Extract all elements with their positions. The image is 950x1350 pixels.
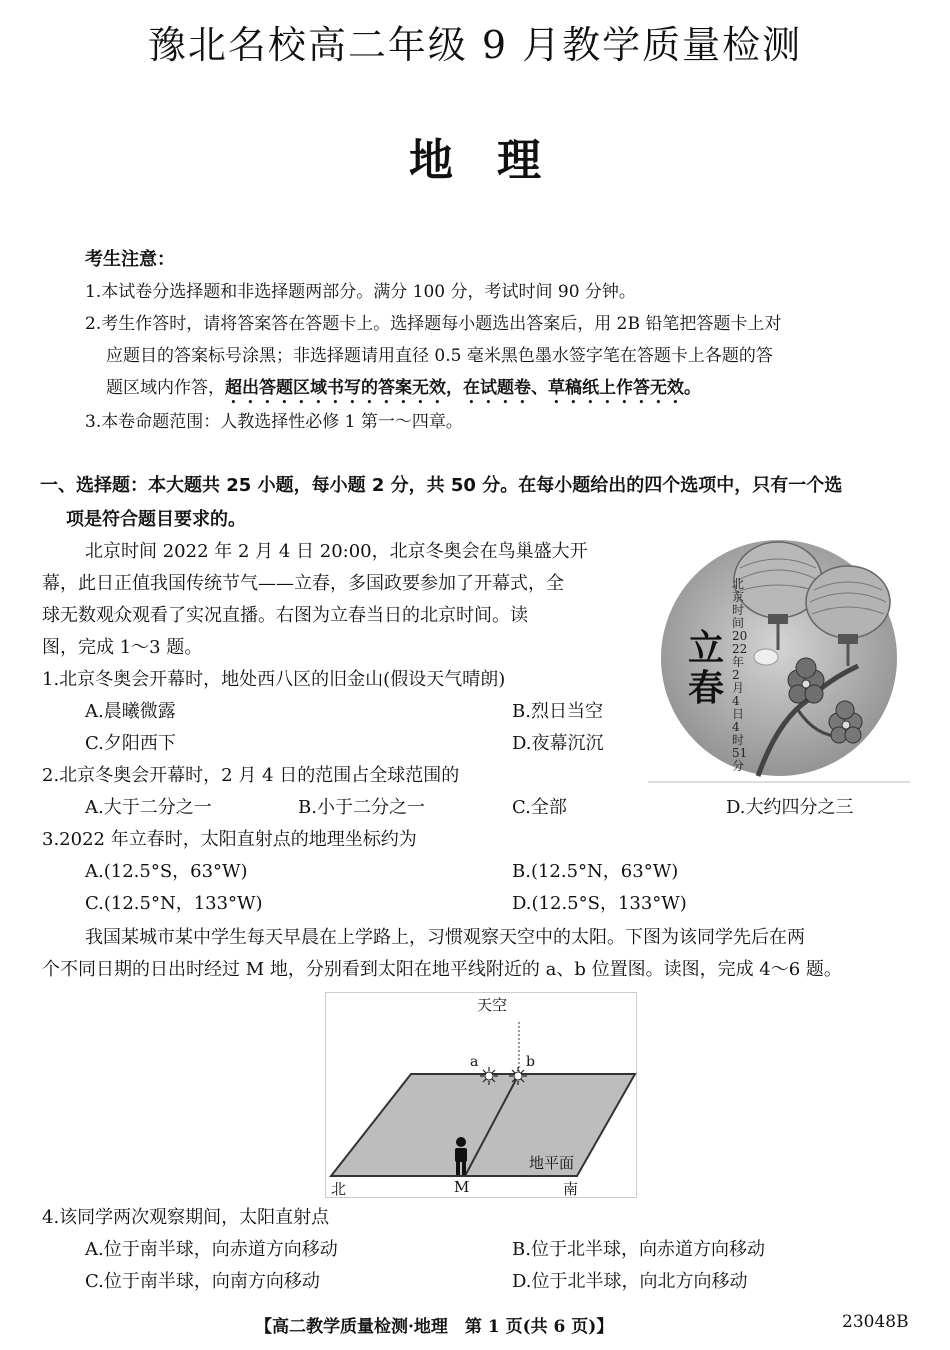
label-m: M [454,1178,470,1196]
footer-code: 23048B [842,1312,909,1332]
lichun-figure [648,540,910,784]
q4-option-d: D.位于北半球，向北方向移动 [512,1271,748,1292]
q2-option-b: B.小于二分之一 [298,797,425,818]
footer-page-info: 【高二教学质量检测·地理 第 1 页(共 6 页)】 [255,1317,614,1337]
notice-item-2-line3-plain: 题区域内作答， [106,378,225,398]
label-ground-plane: 地平面 [529,1154,575,1172]
passage2-line1: 我国某城市某中学生每天早晨在上学路上，习惯观察天空中的太阳。下图为该同学先后在两 [85,927,805,948]
q1-stem: 1.北京冬奥会开幕时，地处西八区的旧金山(假设天气晴朗) [42,669,506,690]
subject-title: 地 理 [409,135,541,186]
q4-stem: 4.该同学两次观察期间，太阳直射点 [42,1207,330,1228]
q3-option-a: A.(12.5°S，63°W) [85,861,248,882]
exam-title: 豫北名校高二年级 9 月教学质量检测 [147,23,803,67]
notice-item-1: 1.本试卷分选择题和非选择题两部分。满分 100 分，考试时间 90 分钟。 [85,282,636,302]
lichun-big-text: 立春 [688,627,725,709]
label-b: b [526,1054,535,1070]
notice-item-2-line2: 应题目的答案标号涂黑；非选择题请用直径 0.5 毫米黑色墨水签字笔在答题卡上各题的答 [106,346,773,366]
q3-option-d: D.(12.5°S，133°W) [512,893,687,914]
q1-option-d: D.夜幕沉沉 [512,733,604,754]
horizon-diagram [325,992,637,1198]
passage1-line3: 球无数观众观看了实况直播。右图为立春当日的北京时间。读 [42,605,528,626]
q2-option-a: A.大于二分之一 [85,797,212,818]
passage1-line2: 幕，此日正值我国传统节气——立春，多国政要参加了开幕式，全 [42,573,564,594]
section-heading-line2: 项是符合题目要求的。 [66,509,246,530]
notice-item-2-line3 [106,373,701,408]
lichun-vertical-time: 北京时间2022年2月4日4时51分 [732,577,748,773]
q4-option-b: B.位于北半球，向赤道方向移动 [512,1239,765,1260]
label-south: 南 [563,1180,579,1198]
notice-heading: 考生注意： [85,249,175,270]
notice-item-2-line3-emphasis: 超出答题区域书写的答案无效，在试题卷、草稿纸上作答无效。 [225,378,701,398]
q2-option-c: C.全部 [512,797,567,818]
passage1-line1: 北京时间 2022 年 2 月 4 日 20:00，北京冬奥会在鸟巢盛大开 [85,541,588,562]
section-heading-line1: 一、选择题：本大题共 25 小题，每小题 2 分，共 50 分。在每小题给出的四个选项中，只有一个选 [40,475,843,496]
notice-item-2-line1: 2.考生作答时，请将答案答在答题卡上。选择题每小题选出答案后，用 2B 铅笔把答题卡上对 [85,314,782,334]
passage2-line2: 个不同日期的日出时经过 M 地，分别看到太阳在地平线附近的 a、b 位置图。读图，完成 4～6 题。 [42,959,842,980]
label-sky: 天空 [477,996,508,1014]
q3-option-b: B.(12.5°N，63°W) [512,861,679,882]
q2-option-d: D.大约四分之三 [726,797,854,818]
q1-option-c: C.夕阳西下 [85,733,176,754]
q1-option-b: B.烈日当空 [512,701,603,722]
label-north: 北 [331,1180,347,1198]
q4-option-a: A.位于南半球，向赤道方向移动 [85,1239,338,1260]
q2-stem: 2.北京冬奥会开幕时，2 月 4 日的范围占全球范围的 [42,765,460,786]
notice-item-3: 3.本卷命题范围：人教选择性必修 1 第一～四章。 [85,412,463,432]
q3-option-c: C.(12.5°N，133°W) [85,893,263,914]
horizon-diagram-svg [325,992,637,1198]
label-a: a [470,1054,479,1070]
q1-option-a: A.晨曦微露 [85,701,176,722]
passage1-line4: 图，完成 1～3 题。 [42,637,203,658]
q3-stem: 3.2022 年立春时，太阳直射点的地理坐标约为 [42,829,417,850]
q4-option-c: C.位于南半球，向南方向移动 [85,1271,320,1292]
